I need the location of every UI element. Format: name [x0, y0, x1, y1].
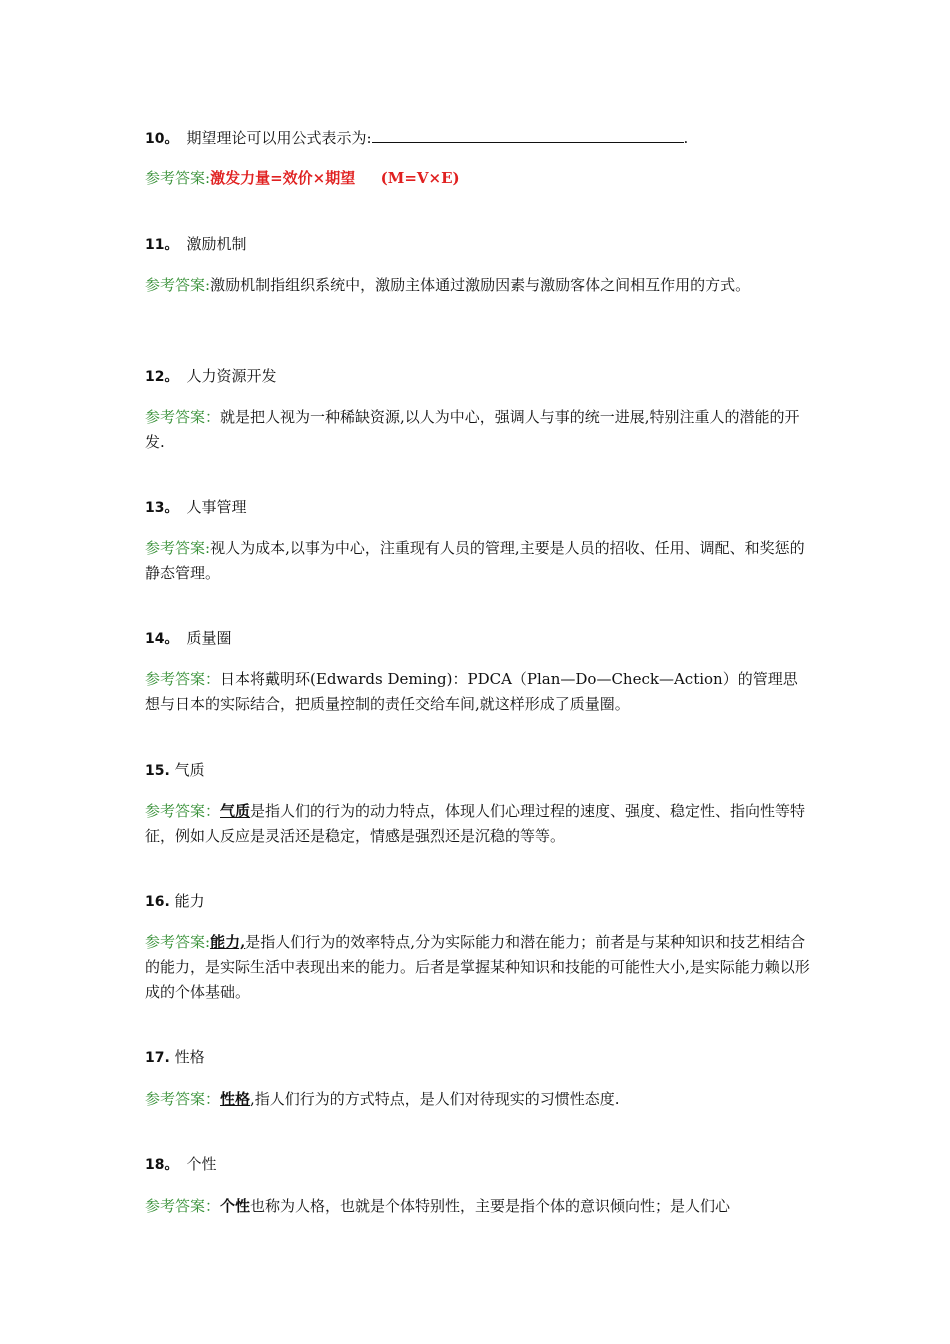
- question-text: 个性: [186, 1155, 217, 1173]
- question-separator: 。: [164, 369, 179, 385]
- question-17: [145, 1047, 205, 1068]
- answer-10: [145, 166, 810, 191]
- question-15: [145, 760, 205, 781]
- answer-term: 能力,: [210, 933, 246, 951]
- answer-term: 性格: [220, 1090, 251, 1108]
- answer-label: 参考答案:: [145, 933, 211, 951]
- answer-label: 参考答案：: [145, 670, 221, 688]
- question-13: [145, 497, 247, 518]
- answer-text: 日本将戴明环(Edwards Deming)：PDCA（Plan—Do—Check—Action）的管理思想与日本的实际结合，把质量控制的责任交给车间,就这样形成了质量圈。: [145, 670, 798, 713]
- answer-text: 是指人们的行为的动力特点，体现人们心理过程的速度、强度、稳定性、指向性等特征，例如人反应是灵活还是稳定，情感是强烈还是沉稳的等等。: [145, 802, 806, 845]
- answer-label: 参考答案:: [145, 539, 211, 557]
- answer-label: 参考答案：: [145, 802, 221, 820]
- answer-term: 气质: [220, 802, 251, 820]
- answer-18: [145, 1194, 810, 1219]
- question-separator: 。: [164, 500, 179, 516]
- question-separator: 。: [164, 1157, 179, 1173]
- question-tail: .: [683, 129, 689, 147]
- question-number: 15.: [145, 763, 170, 779]
- answer-term: 个性: [220, 1197, 251, 1215]
- answer-12: [145, 405, 810, 455]
- answer-label: 参考答案:: [145, 276, 211, 294]
- question-12: [145, 366, 277, 387]
- question-number: 12: [145, 369, 165, 385]
- question-number: 17.: [145, 1050, 170, 1066]
- answer-11: [145, 273, 810, 298]
- question-text: 气质: [174, 761, 205, 779]
- question-separator: 。: [164, 631, 179, 647]
- answer-16: [145, 930, 810, 1005]
- question-number: 14: [145, 631, 165, 647]
- question-text: 性格: [174, 1048, 205, 1066]
- question-10: [145, 128, 688, 149]
- question-11: [145, 234, 247, 255]
- question-18: [145, 1154, 217, 1175]
- question-number: 16.: [145, 894, 170, 910]
- question-separator: 。: [164, 237, 179, 253]
- answer-13: [145, 536, 810, 586]
- question-text: 期望理论可以用公式表示为:: [186, 129, 372, 147]
- answer-17: [145, 1087, 810, 1112]
- question-number: 13: [145, 500, 165, 516]
- answer-text: 就是把人视为一种稀缺资源,以人为中心，强调人与事的统一进展,特别注重人的潜能的开发.: [145, 408, 800, 451]
- answer-label: 参考答案：: [145, 408, 221, 426]
- question-text: 人事管理: [186, 498, 247, 516]
- answer-text: 是指人们行为的效率特点,分为实际能力和潜在能力；前者是与某种知识和技艺相结合的能力，是实际生活中表现出来的能力。后者是掌握某种知识和技能的可能性大小,是实际能力赖以形成的个体基础。: [145, 933, 810, 1001]
- answer-label: 参考答案:: [145, 169, 211, 187]
- answer-label: 参考答案：: [145, 1197, 221, 1215]
- answer-text: 也称为人格，也就是个体特别性，主要是指个体的意识倾向性；是人们心: [250, 1197, 731, 1215]
- fill-in-blank: [372, 128, 684, 143]
- question-text: 人力资源开发: [186, 367, 277, 385]
- question-number: 11: [145, 237, 165, 253]
- question-number: 18: [145, 1157, 165, 1173]
- answer-label: 参考答案：: [145, 1090, 221, 1108]
- question-16: [145, 891, 205, 912]
- answer-text: 视人为成本,以事为中心，注重现有人员的管理,主要是人员的招收、任用、调配、和奖惩的静态管理。: [145, 539, 805, 582]
- answer-14: [145, 667, 810, 717]
- question-text: 质量圈: [186, 629, 232, 647]
- answer-text: ,指人们行为的方式特点，是人们对待现实的习惯性态度.: [250, 1090, 620, 1108]
- question-14: [145, 628, 232, 649]
- question-separator: 。: [164, 131, 179, 147]
- answer-formula: 激发力量=效价×期望 (M=V×E): [210, 169, 460, 187]
- question-text: 能力: [174, 892, 205, 910]
- answer-text: 激励机制指组织系统中，激励主体通过激励因素与激励客体之间相互作用的方式。: [210, 276, 751, 294]
- question-text: 激励机制: [186, 235, 247, 253]
- answer-15: [145, 799, 810, 849]
- question-number: 10: [145, 131, 165, 147]
